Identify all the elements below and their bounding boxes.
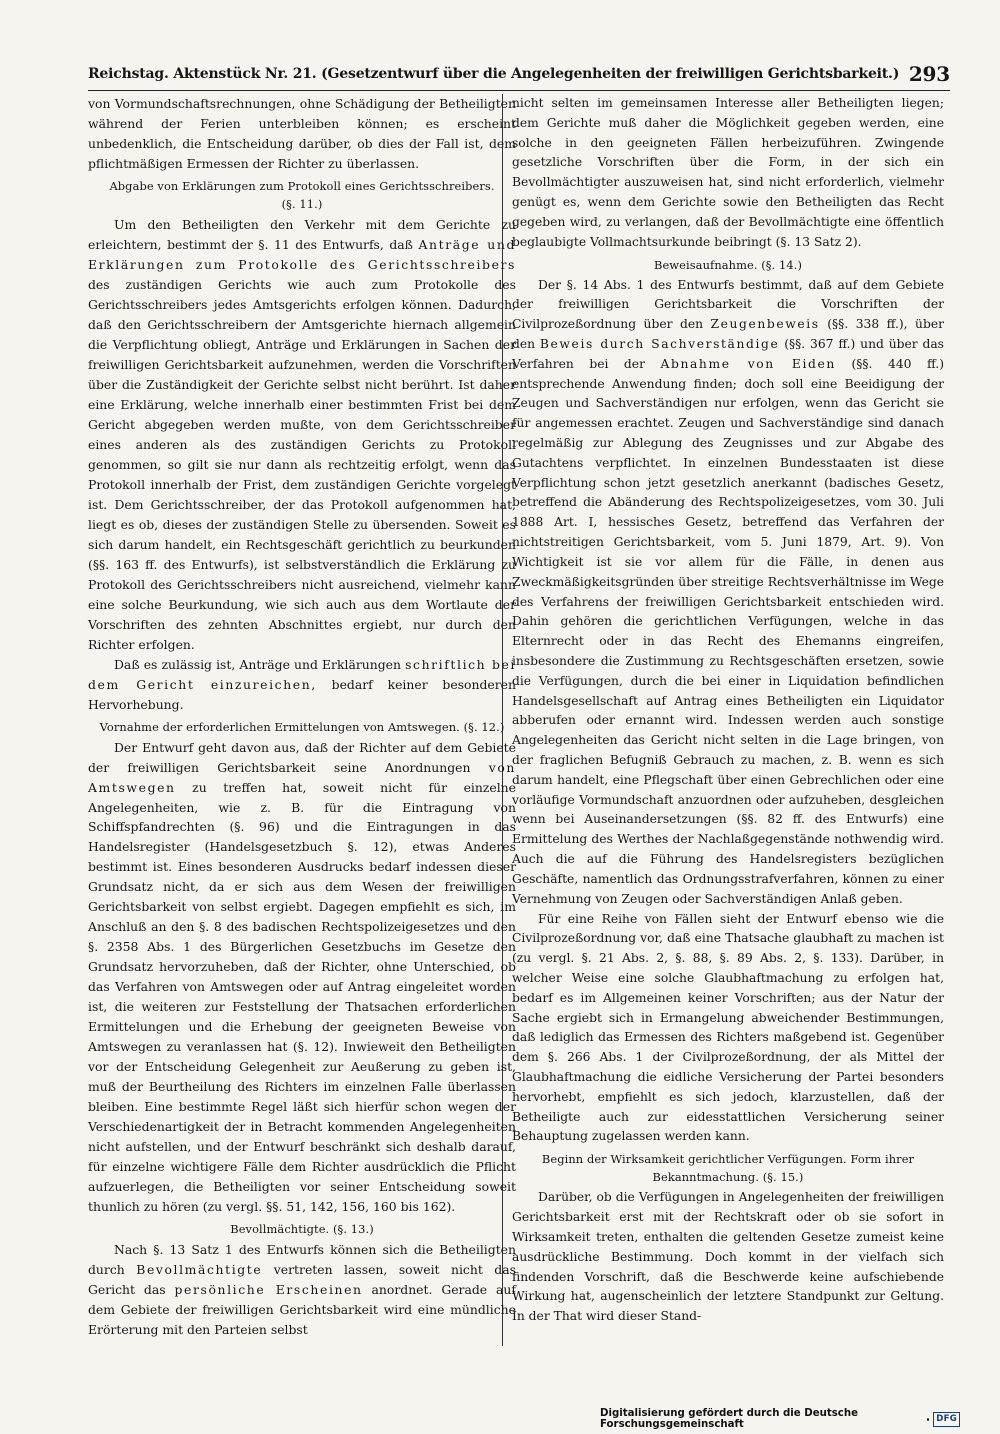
text-run: bedarf keiner besonderen Hervorhebung.: [88, 676, 516, 712]
section-heading-title: Beginn der Wirksamkeit gerichtlicher Verfügungen. Form ihrer: [541, 1152, 915, 1167]
text-run: Um den Betheiligten den Verkehr mit dem Gerichte zu erleichtern, bestimmt der §. 11 des Entwurfs, daß: [88, 216, 516, 252]
emphasized-text: Beweis durch Sachverständige: [539, 336, 780, 351]
text-run: Der Entwurf geht davon aus, daß der Richter auf dem Gebiete der freiwilligen Gerichtsbarkeit seine Anordnungen: [88, 739, 516, 775]
right-column: [512, 94, 944, 1327]
text-run: des zuständigen Gerichts wie auch zum Protokolle des Gerichtsschreibers jedes Amtsgerichts erfolgen können. Dadurch, daß den Gerichtsschreibern der Amtsgerichte hiernach allgemein die Verpflichtung obliegt, Anträge und Erklärungen in Sachen der freiwilligen Gerichtsbarkeit aufzunehmen, werden die Vorschriften über die Zuständigkeit der Gerichte selbst nicht berührt. Ist daher eine Erklärung, welche innerhalb einer bestimmten Frist bei dem Gericht abgegeben werden mußte, von dem Gerichtsschreiber eines anderen als des zuständigen Gerichts zu Protokoll genommen, so gilt sie nur dann als rechtzeitig erfolgt, wenn das Protokoll innerhalb der Frist, dem zuständigen Gerichte vorgelegt ist. Dem Gerichtsschreiber, der das Protokoll aufgenommen hat, liegt es ob, dieses der zuständigen Stelle zu übersenden. Soweit es sich darum handelt, ein Rechtsgeschäft gerichtlich zu beurkunden (§§. 163 ff. des Entwurfs), ist selbstverständlich die Erklärung zu Protokoll des Gerichtsschreibers nicht ausreichend, vielmehr kann eine solche Beurkundung, wie sich auch aus dem Wortlaute der Vorschriften des zehnten Abschnittes ergiebt, nur durch den Richter erfolgen.: [88, 276, 516, 652]
text-run: vertreten lassen, soweit nicht das Gericht das: [88, 1262, 516, 1298]
section-heading: [512, 256, 944, 274]
section-heading: [88, 718, 516, 736]
paragraph: nicht selten im gemeinsamen Interesse aller Betheiligten liegen; dem Gerichte muß daher die Möglichkeit gegeben werden, eine solche in den geeigneten Fällen herbeizuführen. Zwingende gesetzliche Vorschriften über die Form, in der sich ein Bevollmächtigter auszuweisen hat, sind nicht erforderlich, vielmehr genügt es, wenn dem Gerichte sowie den Betheiligten das Recht gegeben wird, zu verlangen, daß der Bevollmächtigte eine öffentlich beglaubigte Vollmachtsurkunde beibringt (§. 13 Satz 2).: [512, 96, 944, 249]
section-heading: [512, 1150, 944, 1186]
page-header: [88, 58, 950, 91]
section-heading-title: Vornahme der erforderlichen Ermittelungen von Amtswegen. (§. 12.): [99, 719, 505, 734]
section-heading-ref: (§. 11.): [281, 196, 323, 211]
paragraph: [88, 215, 516, 655]
digitization-footer: [600, 1410, 960, 1428]
text-run: Nach §. 13 Satz 1 des Entwurfs können sich die Betheiligten durch: [88, 1242, 516, 1278]
text-run: (§§. 367 ff.) und über das Verfahren bei der: [512, 336, 944, 371]
section-heading-title: Beweisaufnahme. (§. 14.): [653, 257, 803, 272]
section-heading: [88, 1220, 516, 1238]
left-column: [88, 94, 516, 1340]
emphasized-text: Abnahme von Eiden: [660, 356, 836, 371]
paragraph: [512, 276, 944, 910]
paragraph: [88, 655, 516, 715]
dfg-logo-icon: DFG: [933, 1412, 960, 1427]
emphasized-text: Zeugenbeweis: [710, 317, 820, 332]
page-number: 293: [908, 62, 950, 86]
text-run: (§§. 338 ff.), über den: [512, 317, 944, 351]
section-heading: [88, 177, 516, 213]
emphasized-text: persönliche Erscheinen: [174, 1282, 363, 1298]
separator-dot: [927, 1418, 929, 1421]
section-heading-ref: Bekanntmachung. (§. 15.): [652, 1170, 804, 1185]
emphasized-text: Anträge und Erklärungen zum Protokolle des Gerichtsschreibers: [88, 236, 516, 272]
emphasized-text: Bevollmächtigte: [136, 1262, 263, 1278]
section-heading-title: Bevollmächtigte. (§. 13.): [230, 1222, 374, 1237]
paragraph: [88, 1240, 516, 1340]
emphasized-text: von Amtswegen: [88, 759, 516, 795]
text-run: anordnet. Gerade auf dem Gebiete der freiwilligen Gerichtsbarkeit wird eine mündliche Erörterung mit den Parteien selbst: [88, 1282, 516, 1338]
paragraph: Für eine Reihe von Fällen sieht der Entwurf ebenso wie die Civilprozeßordnung vor, daß eine Thatsache glaubhaft zu machen ist (zu vergl. §. 21 Abs. 2, §. 88, §. 89 Abs. 2, §. 133). Darüber, in welcher Weise eine solche Glaubhaftmachung zu erfolgen hat, bedarf es im Allgemeinen keiner Vorschriften; aus der Natur der Sache ergiebt sich in Ermangelung abweichender Bestimmungen, daß lediglich das Ermessen des Richters maßgebend ist. Gegenüber dem §. 266 Abs. 1 der Civilprozeßordnung, der als Mittel der Glaubhaftmachung die eidliche Versicherung der Partei besonders hervorhebt, empfiehlt es sich jedoch, klarzustellen, daß der Betheiligte auch zur eidesstattlichen Versicherung seiner Behauptung zugelassen werden kann.: [512, 911, 944, 1144]
text-run: Der §. 14 Abs. 1 des Entwurfs bestimmt, daß auf dem Gebiete der freiwilligen Gerichtsbarkeit die Vorschriften der Civilprozeßordnung über den: [512, 277, 944, 332]
paragraph: Darüber, ob die Verfügungen in Angelegenheiten der freiwilligen Gerichtsbarkeit erst mit der Rechtskraft oder ob sie sofort in Wirksamkeit treten, enthalten die geltenden Gesetze zumeist keine ausdrückliche Bestimmung. Doch kommt in der vielfach sich findenden Vorschrift, daß die Beschwerde keine aufschiebende Wirkung hat, augenscheinlich der letztere Standpunkt zur Geltung. In der That wird dieser Stand-: [512, 1190, 944, 1324]
paragraph: [88, 738, 516, 1218]
section-heading-title: Abgabe von Erklärungen zum Protokoll eines Gerichtsschreibers.: [109, 178, 495, 193]
text-run: Daß es zulässig ist, Anträge und Erklärungen: [114, 656, 401, 672]
running-title: Reichstag. Aktenstück Nr. 21. (Gesetzentwurf über die Angelegenheiten der freiwilligen Gerichtsbarkeit.): [88, 66, 900, 82]
text-run: (§§. 440 ff.) entsprechende Anwendung finden; doch soll eine Beeidigung der Zeugen und Sachverständigen nur erfolgen, wenn das Gericht sie für angemessen erachtet. Zeugen und Sachverständige sind danach regelmäßig zur Ablegung des Zeugnisses und zur Abgabe des Gutachtens verpflichtet. In einzelnen Bundesstaaten ist diese Verpflichtung schon jetzt gesetzlich anerkannt (badisches Gesetz, betreffend die Abänderung des Rechtspolizeigesetzes, vom 30. Juli 1888 Art. I, hessisches Gesetz, betreffend das Verfahren der nichtstreitigen Gerichtsbarkeit, vom 5. Juni 1879, Art. 9). Von Wichtigkeit ist sie vor allem für die Fälle, in denen aus Zweckmäßigkeitsgründen über streitige Rechtsverhältnisse im Wege des Verfahrens der freiwilligen Gerichtsbarkeit entschieden wird. Dahin gehören die gerichtlichen Verfügungen, welche in das Elternrecht oder in das Recht des Ehemanns eingreifen, insbesondere die Zustimmung zu Rechtsgeschäften ersetzen, sowie die Verfügungen, durch die bei einer in Liquidation befindlichen Handelsgesellschaft auf Antrag eines Betheiligten ein Liquidator abberufen oder ernannt wird. Indessen werden auch sonstige Angelegenheiten das Gericht nicht selten in die Lage bringen, von der fraglichen Befugniß Gebrauch zu machen, z. B. wenn es sich darum handelt, eine Pflegschaft über einen Gebrechlichen oder eine vorläufige Vormundschaft anzuordnen oder aufzuheben, desgleichen wenn bei Auseinandersetzungen (§§. 82 ff. des Entwurfs) eine Ermittelung des Werthes der Nachlaßgegenstände nothwendig wird. Auch die auf die Führung des Handelsregisters bezüglichen Geschäfte, namentlich das Ordnungsstrafverfahren, können zu einer Vernehmung von Zeugen oder Sachverständigen Anlaß geben.: [512, 356, 944, 906]
text-run: zu treffen hat, soweit nicht für einzelne Angelegenheiten, wie z. B. für die Eintragung von Schiffspfandrechten (§. 96) und die Eintragungen in das Handelsregister (Handelsgesetzbuch §. 12), etwas Anderes bestimmt ist. Eines besonderen Ausdrucks bedarf indessen dieser Grundsatz nicht, da er sich aus dem Wesen der freiwilligen Gerichtsbarkeit von selbst ergiebt. Dagegen empfiehlt es sich, im Anschluß an den §. 8 des badischen Rechtspolizeigesetzes und den §. 2358 Abs. 1 des Bürgerlichen Gesetzbuchs im Gesetze den Grundsatz hervorzuheben, daß der Richter, ohne Unterschied, ob das Verfahren von Amtswegen oder auf Antrag eingeleitet worden ist, die weiteren zur Feststellung der Thatsachen erforderlichen Ermittelungen und die Erhebung der geeigneten Beweise von Amtswegen zu veranlassen hat (§. 12). Inwieweit den Betheiligten vor der Entscheidung Gelegenheit zur Aeußerung zu geben ist, muß der Beurtheilung des Richters im einzelnen Falle überlassen bleiben. Eine bestimmte Regel läßt sich hierfür schon wegen der Verschiedenartigkeit der in Betracht kommenden Angelegenheiten nicht aufstellen, und der Entwurf beschränkt sich deshalb darauf, für einzelne wichtigere Fälle dem Richter ausdrücklich die Pflicht aufzuerlegen, die Betheiligten vor seiner Entscheidung soweit thunlich zu hören (zu vergl. §§. 51, 142, 156, 160 bis 162).: [88, 779, 516, 1215]
paragraph: von Vormundschaftsrechnungen, ohne Schädigung der Betheiligten während der Ferien unterbleiben können; es erscheint unbedenklich, die Entscheidung darüber, ob dies der Fall ist, dem pflichtmäßigen Ermessen der Richter zu überlassen.: [88, 96, 516, 171]
emphasized-text: schriftlich bei dem Gericht einzureichen,: [88, 656, 516, 692]
footer-credit: Digitalisierung gefördert durch die Deutsche Forschungsgemeinschaft: [600, 1408, 858, 1430]
